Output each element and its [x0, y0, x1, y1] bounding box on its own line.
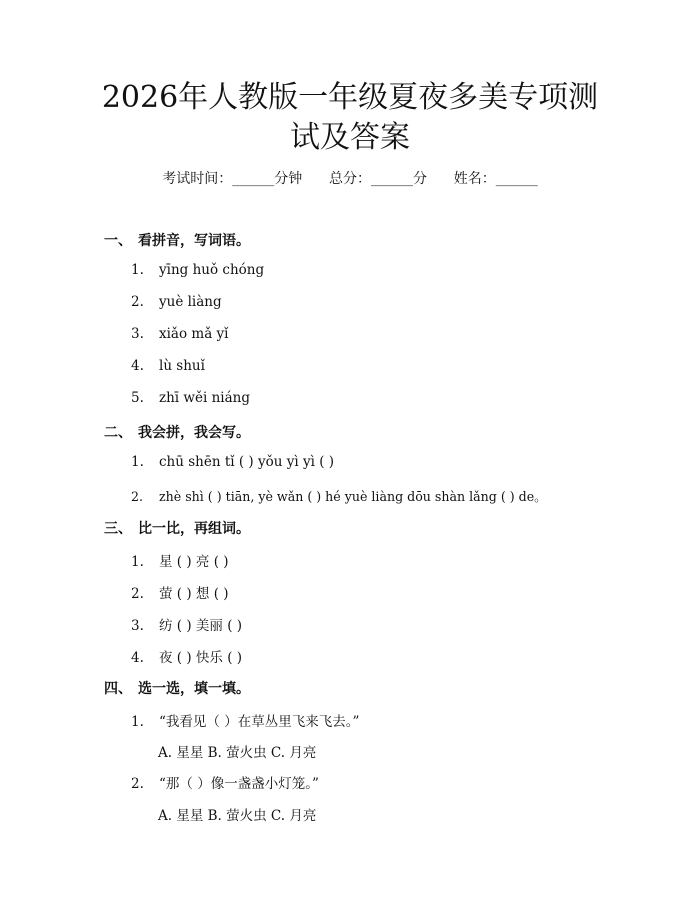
answer-choices: A. 星星 B. 萤火虫 C. 月亮 — [158, 745, 317, 761]
item-number: 2. — [131, 294, 144, 310]
item-text: yīng huǒ chóng — [159, 262, 265, 278]
item-number: 4. — [131, 650, 144, 666]
list-item — [131, 294, 222, 310]
item-number: 4. — [131, 358, 144, 374]
list-item — [131, 358, 205, 374]
item-text: zhè shì ( ) tiān, yè wǎn ( ) hé yuè liàng dōu shàn lǎng ( ) de。 — [159, 489, 547, 504]
item-number: 1. — [131, 554, 144, 570]
item-number: 3. — [131, 326, 144, 342]
list-item — [131, 710, 359, 730]
item-number: 1. — [131, 714, 144, 730]
section-3-heading — [104, 518, 250, 538]
section-4-heading — [104, 678, 250, 698]
list-item — [131, 550, 229, 570]
item-text: chū shēn tǐ ( ) yǒu yì yì ( ) — [159, 454, 335, 470]
list-item — [131, 454, 334, 470]
section-number: 三、 — [104, 521, 132, 537]
list-item — [131, 582, 229, 602]
item-text: 星 ( ) 亮 ( ) — [159, 554, 229, 570]
item-text: lù shuǐ — [159, 358, 205, 374]
list-item — [131, 326, 228, 342]
section-number: 一、 — [104, 233, 132, 249]
exam-info-line: 考试时间：______分钟 总分：______分 姓名：______ — [162, 171, 538, 187]
item-text: zhī wěi niáng — [159, 390, 250, 406]
list-item — [131, 646, 242, 666]
section-2-heading — [104, 422, 250, 442]
item-number: 2. — [131, 776, 144, 792]
item-number: 3. — [131, 618, 144, 634]
list-item — [131, 772, 319, 792]
list-item — [131, 614, 242, 634]
section-title: 比一比，再组词。 — [138, 521, 250, 537]
list-item — [131, 390, 250, 406]
section-title: 选一选，填一填。 — [138, 681, 250, 697]
section-number: 二、 — [104, 425, 132, 441]
item-text: xiǎo mǎ yǐ — [159, 326, 229, 342]
item-number: 2. — [131, 489, 144, 504]
item-number: 1. — [131, 262, 144, 278]
item-number: 2. — [131, 586, 144, 602]
item-number: 1. — [131, 454, 144, 470]
section-title: 看拼音，写词语。 — [138, 233, 250, 249]
list-item — [131, 262, 264, 278]
document-title: 2026年人教版一年级夏夜多美专项测试及答案 — [101, 80, 599, 155]
item-text: 萤 ( ) 想 ( ) — [159, 586, 229, 602]
item-text: 夜 ( ) 快乐 ( ) — [159, 650, 243, 666]
item-text: “我看见（ ）在草丛里飞来飞去。” — [159, 714, 360, 730]
answer-choices: A. 星星 B. 萤火虫 C. 月亮 — [158, 808, 317, 824]
item-number: 5. — [131, 390, 144, 406]
section-1-heading — [104, 230, 250, 250]
item-text: “那（ ）像一盏盏小灯笼。” — [159, 776, 319, 792]
item-text: yuè liàng — [159, 294, 222, 310]
section-title: 我会拼，我会写。 — [138, 425, 250, 441]
list-item — [131, 486, 547, 505]
section-number: 四、 — [104, 681, 132, 697]
item-text: 纺 ( ) 美丽 ( ) — [159, 618, 243, 634]
